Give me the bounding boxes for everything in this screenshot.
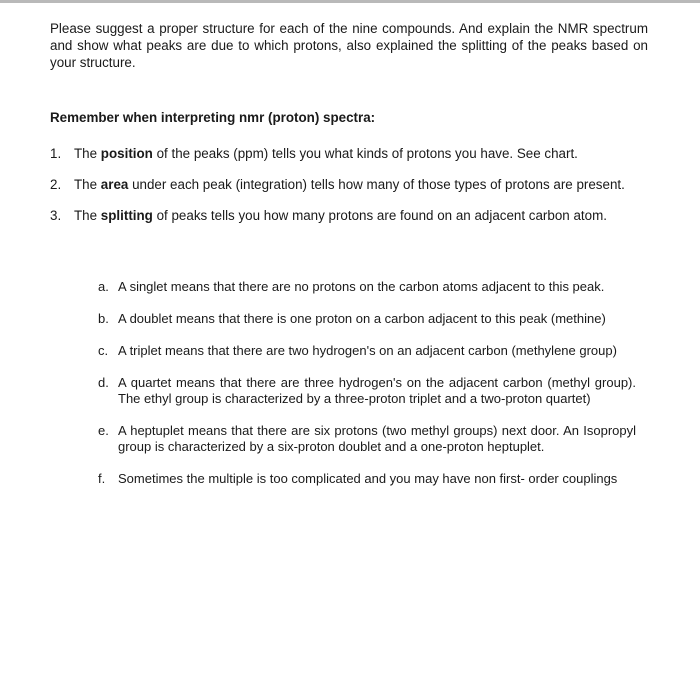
lettered-item-c [98,343,636,359]
item-text-pre: The [74,177,101,192]
numbered-item-3 [50,207,648,224]
item-text: Sometimes the multiple is too complicated and you may have non first- order couplings [118,471,618,486]
item-letter: d. [98,375,109,390]
lettered-item-a [98,279,636,295]
item-text-bold: position [100,146,153,161]
item-text-bold: splitting [100,208,153,223]
lettered-item-f [98,471,636,487]
item-letter: b. [98,311,109,326]
item-text-bold: area [100,177,129,192]
item-text-pre: The [74,146,101,161]
item-number: 1. [50,146,62,161]
intro-paragraph: Please suggest a proper structure for each of the nine compounds. And explain the NMR spectrum and show what peaks are due to which protons, also explained the splitting of the peaks based on your structure. [50,21,648,70]
numbered-item-1 [50,145,648,162]
item-text: A triplet means that there are two hydrogen's on an adjacent carbon (methylene group) [118,343,617,358]
lettered-item-d [98,375,636,407]
numbered-item-2 [50,176,648,193]
item-letter: a. [98,279,109,294]
top-border-divider [0,0,700,3]
lettered-item-b [98,311,636,327]
item-letter: f. [98,471,106,486]
item-text [74,208,607,223]
section-heading: Remember when interpreting nmr (proton) spectra: [50,110,376,125]
item-number: 3. [50,208,62,223]
document-page [50,20,648,486]
item-text-pre: The [74,208,101,223]
item-text: A doublet means that there is one proton on a carbon adjacent to this peak (methine) [118,311,606,326]
item-letter: e. [98,423,109,438]
item-text-post: under each peak (integration) tells how many of those types of protons are present. [128,177,625,192]
numbered-list [50,145,648,238]
item-text: A singlet means that there are no protons on the carbon atoms adjacent to this peak. [118,279,605,294]
item-letter: c. [98,343,109,358]
lettered-list [98,279,636,503]
item-text: A quartet means that there are three hydrogen's on the adjacent carbon (methyl group). The ethyl group is characterized by a three-proton triplet and a two-proton quartet) [118,375,636,406]
item-text-post: of the peaks (ppm) tells you what kinds of protons you have. See chart. [152,146,578,161]
item-text [74,146,578,161]
item-text-post: of peaks tells you how many protons are found on an adjacent carbon atom. [152,208,607,223]
lettered-item-e [98,423,636,455]
item-text: A heptuplet means that there are six protons (two methyl groups) next door. An Isopropyl group is characterized by a six-proton doublet and a one-proton heptuplet. [118,423,636,454]
item-text [74,177,625,192]
item-number: 2. [50,177,62,192]
